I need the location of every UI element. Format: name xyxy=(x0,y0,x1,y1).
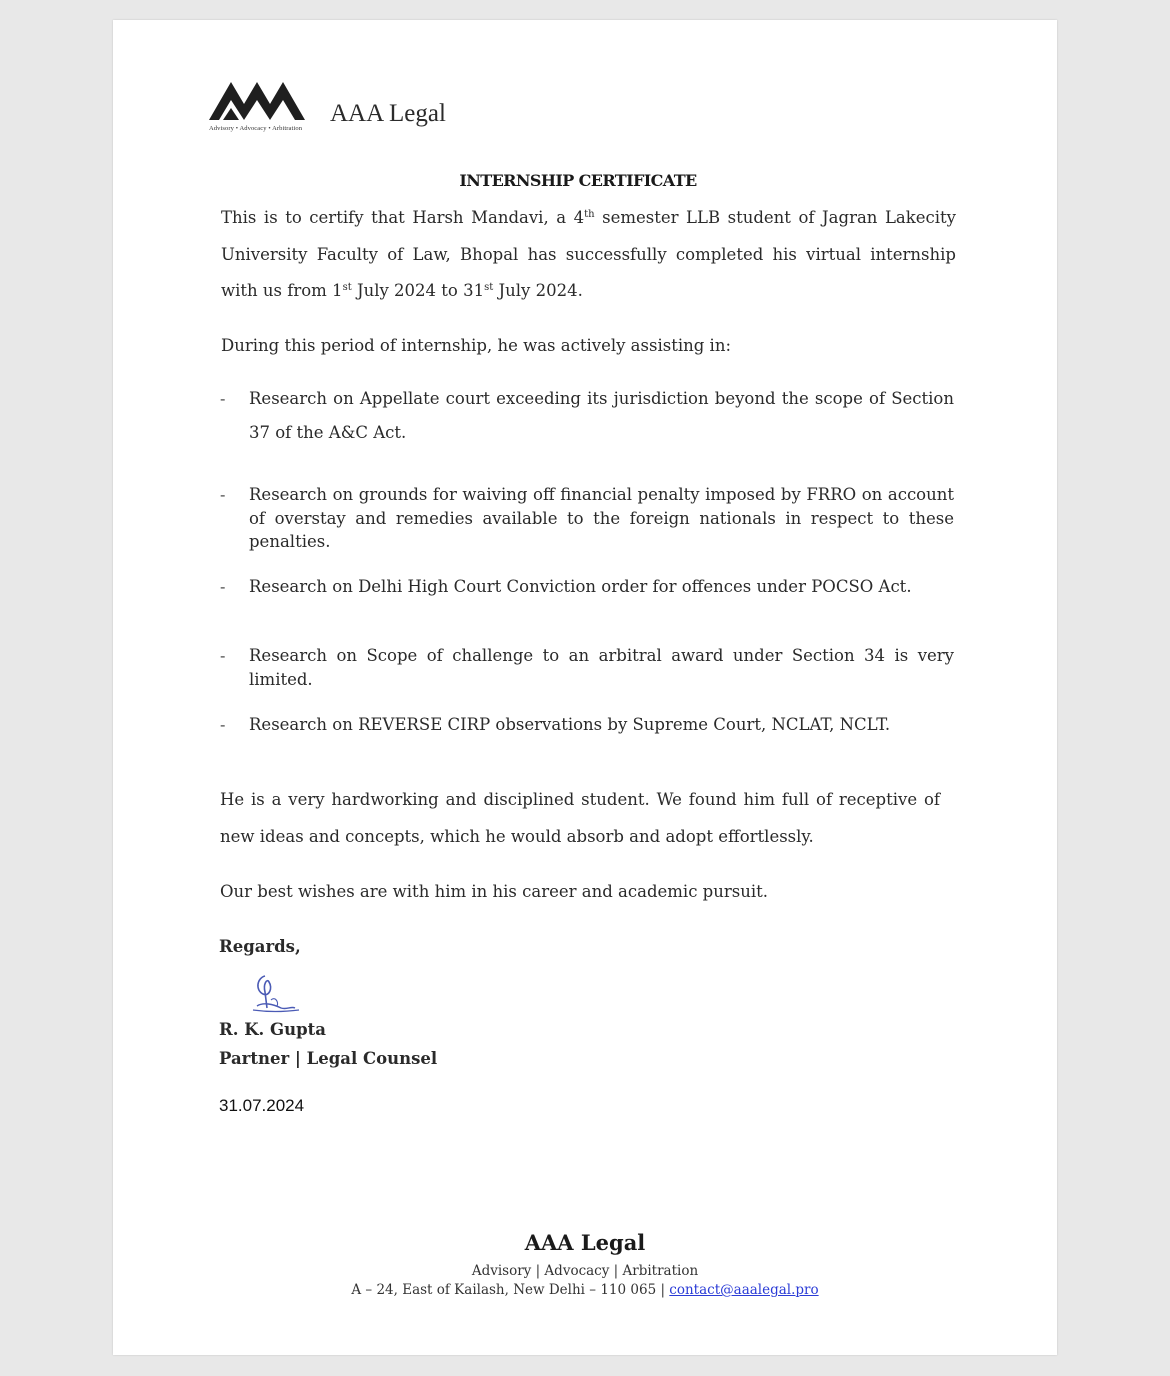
bullet-dash: - xyxy=(220,646,226,665)
footer-services: Advisory | Advocacy | Arbitration xyxy=(471,1263,699,1279)
letterhead-firm-name: AAA Legal xyxy=(330,100,446,127)
certificate-title: INTERNSHIP CERTIFICATE xyxy=(459,171,697,190)
task-item: - Research on REVERSE CIRP observations by Supreme Court, NCLAT, NCLT. xyxy=(249,713,954,737)
task-item: - Research on Scope of challenge to an arbitral award under Section 34 is very limited. xyxy=(220,646,954,689)
task-item: - Research on Appellate court exceeding its jurisdiction beyond the scope of Section 37 of the A&C Act. xyxy=(249,382,954,450)
wishes-paragraph: Our best wishes are with him in his career and academic pursuit. xyxy=(220,882,768,901)
signature-icon xyxy=(243,970,303,1016)
footer-address-line xyxy=(113,1282,1057,1298)
bullet-dash: - xyxy=(220,485,226,504)
period-line: During this period of internship, he was actively assisting in: xyxy=(221,336,732,355)
signer-name: R. K. Gupta xyxy=(219,1020,326,1039)
bullet-dash: - xyxy=(220,577,226,596)
letterhead-tagline: Advisory • Advocacy • Arbitration xyxy=(209,125,303,132)
appraisal-paragraph: He is a very hardworking and disciplined student. We found him full of receptive of new ideas and concepts, which he would absorb and adopt effortlessly. xyxy=(220,790,940,846)
bullet-dash: - xyxy=(220,715,226,734)
aaa-legal-logo-icon xyxy=(209,78,321,124)
bullet-dash: - xyxy=(220,389,226,408)
task-item: - Research on grounds for waiving off financial penalty imposed by FRRO on account of overstay and remedies available to the foreign nationals in respect to these penalties. xyxy=(220,485,954,551)
intro-paragraph: This is to certify that Harsh Mandavi, a 4th semester LLB student of Jagran Lakecity University Faculty of Law, Bhopal has successfully completed his virtual internship with us from 1st July 2024 to 31st July 2024. xyxy=(221,208,956,300)
footer-address: A – 24, East of Kailash, New Delhi – 110 065 | xyxy=(351,1282,665,1298)
certificate-date: 31.07.2024 xyxy=(219,1096,305,1115)
regards-label: Regards, xyxy=(219,937,301,956)
signer-designation: Partner | Legal Counsel xyxy=(219,1049,438,1068)
footer-firm-name: AAA Legal xyxy=(524,1230,646,1255)
contact-email-link[interactable]: contact@aaalegal.pro xyxy=(669,1282,819,1298)
letterhead-logo xyxy=(209,78,459,138)
task-item: - Research on Delhi High Court Conviction order for offences under POCSO Act. xyxy=(249,575,954,599)
certificate-page xyxy=(113,20,1057,1355)
